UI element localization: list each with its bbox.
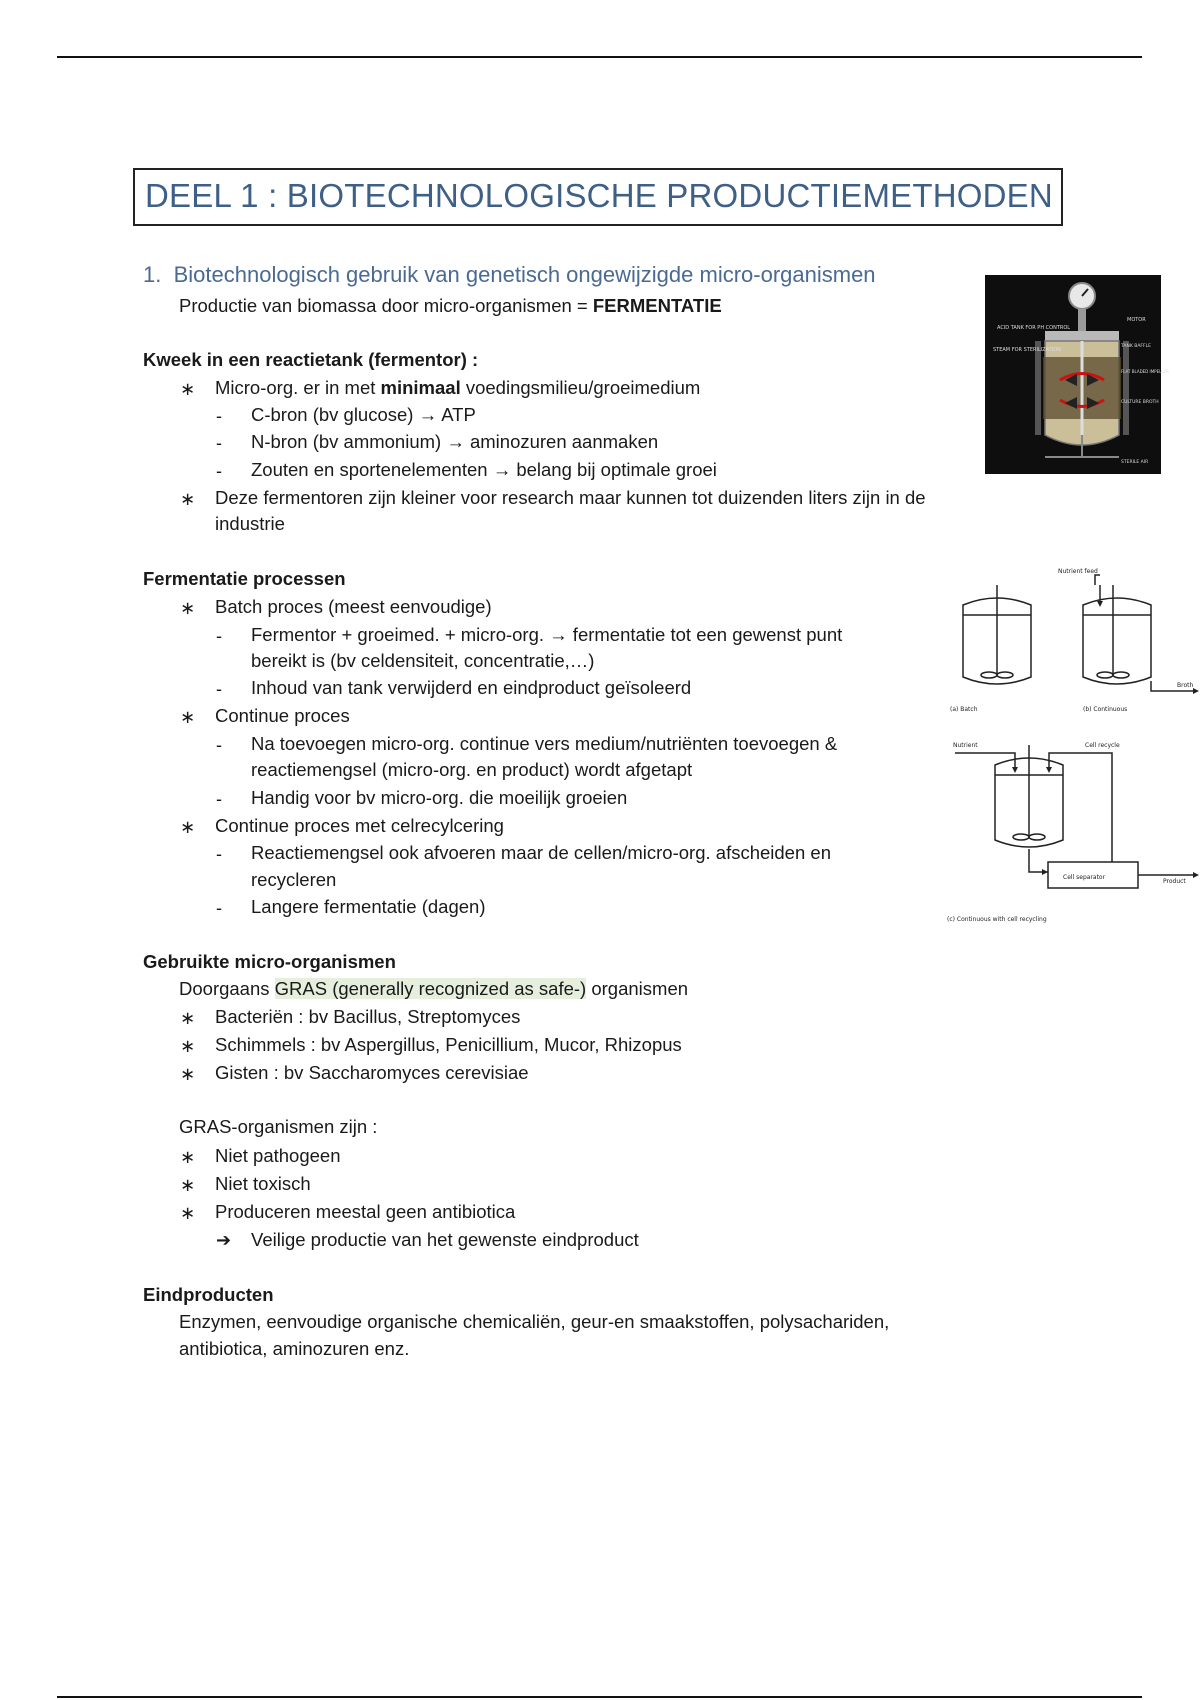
bottom-rule [57,1696,1142,1698]
gras-heading: GRAS-organismen zijn : [179,1116,378,1137]
recycle-sub-1-line1: Reactiemengsel ook afvoeren maar de cellen/micro-org. afscheiden en [251,842,831,863]
section-title: Biotechnologisch gebruik van genetisch ongewijzigde micro-organismen [173,262,876,287]
dash-symbol: - [216,626,222,646]
kweek-heading: Kweek in een reactietank (fermentor) : [143,349,479,370]
bullet-symbol: ∗ [180,598,196,618]
gebruikte-heading: Gebruikte micro-organismen [143,951,396,972]
label-cell-separator: Cell separator [1063,874,1106,881]
micro-bullet-2: Schimmels : bv Aspergillus, Penicillium, Mucor, Rhizopus [215,1034,682,1055]
micro-bullet-3: Gisten : bv Saccharomyces cerevisiae [215,1062,529,1083]
label-c-recycling: (c) Continuous with cell recycling [947,916,1047,923]
continue-sub-2: Handig voor bv micro-org. die moeilijk groeien [251,787,628,808]
label-motor: MOTOR [1127,317,1146,323]
bullet-symbol: ∗ [180,1147,196,1167]
title-box [133,168,1063,226]
kweek-bullet-1-bold: minimaal [380,377,461,398]
kweek-sub-1: C-bron (bv glucose) → ATP [251,404,476,425]
dash-symbol: - [216,789,222,809]
kweek-bullet-2-line2: industrie [215,513,285,534]
section-number: 1. [143,262,162,287]
label-steam: STEAM FOR STERILIZATION [993,347,1061,353]
kweek-bullet-1 [215,379,700,398]
batch-sub-2: Inhoud van tank verwijderd en eindproduct geïsoleerd [251,677,692,698]
eindproducten-heading: Eindproducten [143,1284,274,1305]
label-impeller: FLAT BLADED IMPELLER [1121,369,1169,374]
intro-bold: FERMENTATIE [592,295,722,316]
dash-symbol: - [216,461,222,481]
eindproducten-line1: Enzymen, eenvoudige organische chemicaliën, geur-en smaakstoffen, polysachariden, [179,1311,890,1332]
kweek-sub-3: Zouten en sportenelementen → belang bij optimale groei [251,459,717,480]
kweek-bullet-1-pre: Micro-org. er in met [215,377,381,398]
gras-bullet-1: Niet pathogeen [215,1145,341,1166]
gras-conclusion: Veilige productie van het gewenste eindproduct [251,1229,639,1250]
bullet-symbol: ∗ [180,1203,196,1223]
label-a-batch: (a) Batch [950,706,978,713]
fermentatie-heading: Fermentatie processen [143,568,346,589]
gras-intro [179,980,688,999]
gras-highlight: GRAS (generally recognized as safe-) [274,978,587,999]
dash-symbol: - [216,735,222,755]
recycle-bullet: Continue proces met celrecylcering [215,815,504,836]
continue-sub-1-line2: reactiemengsel (micro-org. en product) wordt afgetapt [251,759,693,780]
dash-symbol: - [216,433,222,453]
bullet-symbol: ∗ [180,1064,196,1084]
bullet-symbol: ∗ [180,1175,196,1195]
gras-intro-pre: Doorgaans [179,978,275,999]
label-nutrient-feed: Nutrient feed [1058,568,1098,575]
section-heading [143,262,876,288]
gras-bullet-2: Niet toxisch [215,1173,311,1194]
bullet-symbol: ∗ [180,379,196,399]
label-acid: ACID TANK FOR PH CONTROL [997,325,1071,331]
top-rule [57,56,1142,58]
bullet-symbol: ∗ [180,707,196,727]
page-title: DEEL 1 : BIOTECHNOLOGISCHE PRODUCTIEMETHODEN [145,177,1053,214]
continue-bullet: Continue proces [215,705,350,726]
label-baffle: TANK BAFFLE [1121,344,1151,349]
label-cell-recycle: Cell recycle [1085,742,1120,749]
arrow-icon: ➔ [216,1230,232,1250]
gras-bullet-3: Produceren meestal geen antibiotica [215,1201,516,1222]
label-broth: CULTURE BROTH [1121,400,1159,405]
eindproducten-line2: antibiotica, aminozuren enz. [179,1338,410,1359]
bullet-symbol: ∗ [180,489,196,509]
kweek-bullet-2-line1: Deze fermentoren zijn kleiner voor research maar kunnen tot duizenden liters zijn in de [215,487,926,508]
label-nutrient: Nutrient [953,742,978,749]
batch-bullet: Batch proces (meest eenvoudige) [215,596,492,617]
dash-symbol: - [216,679,222,699]
kweek-bullet-1-post: voedingsmilieu/groeimedium [460,377,701,398]
bullet-symbol: ∗ [180,817,196,837]
intro-line [179,297,722,316]
bullet-symbol: ∗ [180,1008,196,1028]
intro-text: Productie van biomassa door micro-organismen = [179,295,593,316]
fermentation-process-diagram [945,565,1200,935]
bullet-symbol: ∗ [180,1036,196,1056]
dash-symbol: - [216,406,222,426]
recycle-sub-2: Langere fermentatie (dagen) [251,896,486,917]
recycle-sub-1-line2: recycleren [251,869,337,890]
gras-intro-post: organismen [586,978,689,999]
label-broth: Broth [1177,682,1194,689]
micro-bullet-1: Bacteriën : bv Bacillus, Streptomyces [215,1006,521,1027]
batch-sub-1-line2: bereikt is (bv celdensiteit, concentratie,…) [251,650,595,671]
label-b-continuous: (b) Continuous [1083,706,1128,713]
continue-sub-1-line1: Na toevoegen micro-org. continue vers medium/nutriënten toevoegen & [251,733,838,754]
label-air: STERILE AIR [1121,460,1149,465]
fermentor-image [985,275,1169,474]
label-product: Product [1163,878,1186,885]
dash-symbol: - [216,844,222,864]
batch-sub-1-line1: Fermentor + groeimed. + micro-org. → fermentatie tot een gewenst punt [251,624,843,645]
dash-symbol: - [216,898,222,918]
kweek-sub-2: N-bron (bv ammonium) → aminozuren aanmaken [251,431,659,452]
